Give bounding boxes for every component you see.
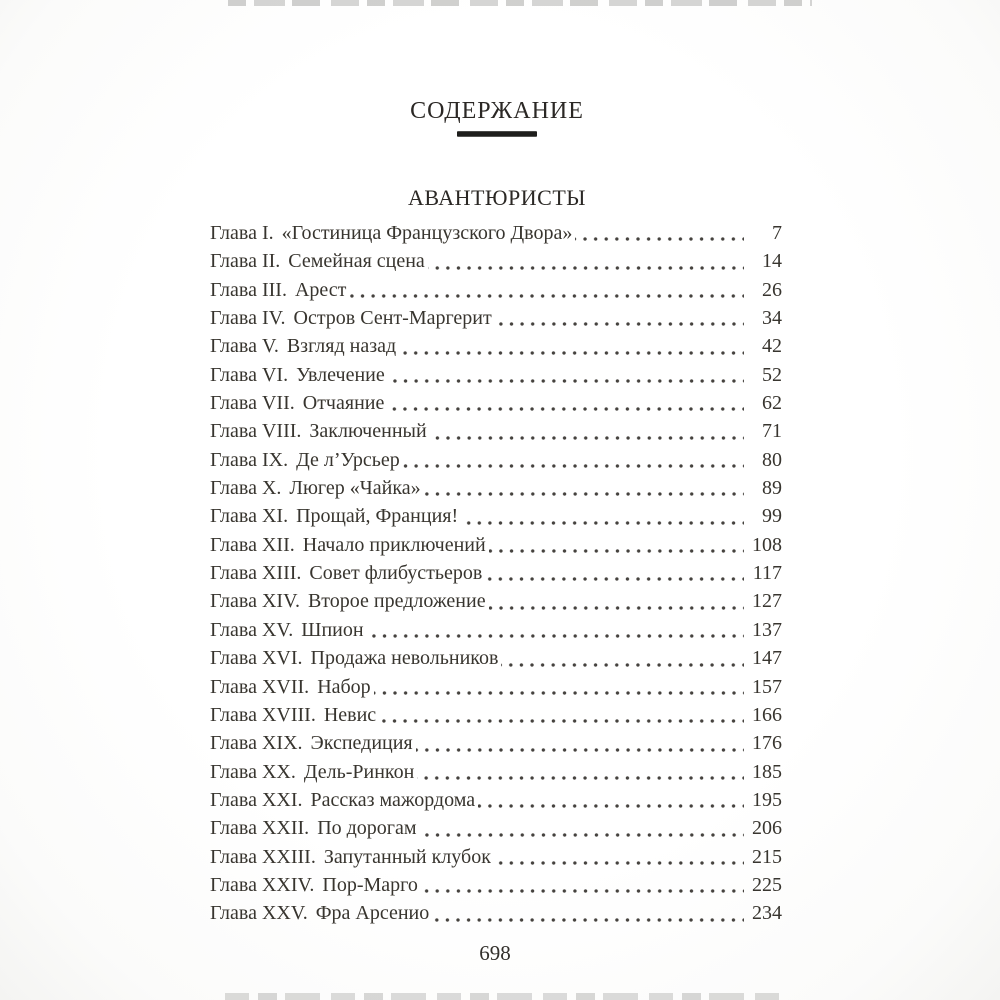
section-title: АВАНТЮРИСТЫ — [408, 185, 586, 210]
dot-leader — [489, 531, 744, 559]
dot-leader — [420, 814, 744, 842]
chapter-title: Заключенный — [309, 420, 427, 443]
dot-leader — [417, 758, 744, 786]
chapter-label: Глава XXII. — [210, 817, 310, 840]
chapter-title: Взгляд назад — [286, 335, 397, 358]
chapter-page-number: 26 — [762, 278, 782, 301]
page-edge-artifact-top — [228, 0, 812, 6]
dot-leader — [403, 446, 744, 474]
chapter-title: Прощай, Франция! — [296, 505, 459, 528]
toc-entry — [210, 389, 782, 417]
chapter-label: Глава XX. — [210, 760, 296, 783]
chapter-page-number: 89 — [762, 477, 782, 500]
chapter-label: Глава XXIV. — [210, 873, 315, 896]
chapter-label: Глава XII. — [210, 533, 295, 556]
chapter-page-number: 52 — [762, 363, 782, 386]
chapter-label: Глава XVIII. — [210, 703, 316, 726]
dot-leader — [432, 899, 744, 927]
chapter-label: Глава II. — [210, 250, 281, 273]
dot-leader — [428, 247, 744, 275]
chapter-title: Рассказ мажордома — [310, 788, 476, 811]
dot-leader — [387, 389, 744, 417]
chapter-page-number: 215 — [752, 845, 782, 868]
chapter-page-number: 185 — [752, 760, 782, 783]
dot-leader — [416, 729, 744, 757]
toc-entry — [210, 644, 782, 672]
chapter-page-number: 42 — [762, 335, 782, 358]
chapter-title: Второе предложение — [307, 590, 486, 613]
page-edge-artifact-bottom — [225, 993, 785, 1000]
dot-leader — [399, 332, 744, 360]
chapter-label: Глава VIII. — [210, 420, 302, 443]
chapter-title: Остров Сент-Маргерит — [293, 307, 492, 330]
chapter-label: Глава XI. — [210, 505, 289, 528]
toc-entry — [210, 502, 782, 530]
chapter-label: Глава IX. — [210, 448, 289, 471]
toc-entry — [210, 219, 782, 247]
toc-entry — [210, 276, 782, 304]
chapter-label: Глава XIX. — [210, 732, 303, 755]
chapter-page-number: 71 — [762, 420, 782, 443]
chapter-title: «Гостиница Французского Двора» — [281, 222, 573, 244]
dot-leader — [485, 559, 744, 587]
chapter-title: Совет флибустьеров — [309, 562, 483, 585]
chapter-title: По дорогам — [317, 817, 417, 840]
chapter-page-number: 147 — [752, 647, 782, 670]
chapter-title: Дель-Ринкон — [303, 760, 415, 783]
toc-entry — [210, 304, 782, 332]
dot-leader — [494, 843, 744, 871]
chapter-page-number: 157 — [752, 675, 782, 698]
toc-entry — [210, 786, 782, 814]
chapter-page-number: 99 — [762, 505, 782, 528]
chapter-title: Запутанный клубок — [323, 845, 491, 868]
dot-leader — [424, 474, 744, 502]
chapter-title: Люгер «Чайка» — [289, 477, 421, 500]
chapter-title: Арест — [294, 278, 347, 301]
chapter-page-number: 117 — [752, 562, 782, 585]
chapter-page-number: 62 — [762, 392, 782, 415]
chapter-label: Глава V. — [210, 335, 279, 358]
dot-leader — [367, 616, 744, 644]
toc-entry — [210, 531, 782, 559]
toc-entry — [210, 814, 782, 842]
dot-leader — [478, 786, 744, 814]
chapter-title: Продажа невольников — [310, 647, 499, 670]
toc-list — [210, 219, 782, 928]
chapter-page-number: 80 — [762, 448, 782, 471]
dot-leader — [461, 502, 744, 530]
toc-entry — [210, 729, 782, 757]
chapter-label: Глава VII. — [210, 392, 295, 415]
chapter-page-number: 195 — [752, 788, 782, 811]
toc-entry — [210, 417, 782, 445]
chapter-label: Глава XV. — [210, 618, 294, 641]
chapter-page-number: 166 — [752, 703, 782, 726]
chapter-page-number: 108 — [752, 533, 782, 556]
toc-entry — [210, 587, 782, 615]
toc-entry — [210, 332, 782, 360]
toc-entry — [210, 899, 782, 927]
toc-entry — [210, 673, 782, 701]
toc-entry — [210, 871, 782, 899]
chapter-title: Экспедиция — [310, 732, 413, 755]
chapter-title: Фра Арсенио — [315, 902, 430, 925]
chapter-label: Глава VI. — [210, 363, 289, 386]
dot-leader — [374, 673, 744, 701]
chapter-label: Глава XVII. — [210, 675, 310, 698]
chapter-page-number: 34 — [762, 307, 782, 330]
chapter-page-number: 127 — [752, 590, 782, 613]
toc-entry — [210, 616, 782, 644]
chapter-title: Семейная сцена — [288, 250, 425, 273]
chapter-title: Набор — [317, 675, 371, 698]
chapter-label: Глава XIII. — [210, 562, 302, 585]
chapter-title: Начало приключений — [302, 533, 486, 556]
toc-entry — [210, 446, 782, 474]
dot-leader — [489, 587, 744, 615]
toc-entry — [210, 758, 782, 786]
chapter-page-number: 7 — [772, 222, 782, 244]
toc-entry — [210, 474, 782, 502]
chapter-title: Шпион — [301, 618, 364, 641]
dot-leader — [349, 276, 744, 304]
chapter-title: Отчаяние — [302, 392, 385, 415]
dot-leader — [379, 701, 744, 729]
dot-leader — [575, 219, 744, 247]
dot-leader — [388, 361, 744, 389]
toc-entry — [210, 361, 782, 389]
chapter-label: Глава X. — [210, 477, 282, 500]
chapter-label: Глава XIV. — [210, 590, 300, 613]
chapter-title: Увлечение — [296, 363, 385, 386]
toc-title: СОДЕРЖАНИЕ — [410, 98, 584, 124]
dot-leader — [421, 871, 744, 899]
toc-entry — [210, 559, 782, 587]
chapter-title: Невис — [323, 703, 377, 726]
chapter-page-number: 225 — [752, 873, 782, 896]
chapter-label: Глава XXIII. — [210, 845, 316, 868]
chapter-label: Глава XXI. — [210, 788, 303, 811]
book-page-number: 698 — [479, 941, 511, 965]
chapter-page-number: 234 — [752, 902, 782, 925]
dot-leader — [495, 304, 744, 332]
toc-entry — [210, 843, 782, 871]
chapter-title: Де л’Урсьер — [296, 448, 400, 471]
title-underline-rule — [457, 131, 537, 137]
chapter-label: Глава IV. — [210, 307, 286, 330]
chapter-page-number: 14 — [762, 250, 782, 273]
dot-leader — [501, 644, 744, 672]
chapter-page-number: 137 — [752, 618, 782, 641]
dot-leader — [430, 417, 744, 445]
chapter-label: Глава I. — [210, 222, 274, 244]
chapter-page-number: 176 — [752, 732, 782, 755]
chapter-label: Глава XXV. — [210, 902, 308, 925]
chapter-label: Глава XVI. — [210, 647, 303, 670]
chapter-page-number: 206 — [752, 817, 782, 840]
toc-entry — [210, 247, 782, 275]
chapter-label: Глава III. — [210, 278, 287, 301]
chapter-title: Пор-Марго — [322, 873, 418, 896]
toc-entry — [210, 701, 782, 729]
